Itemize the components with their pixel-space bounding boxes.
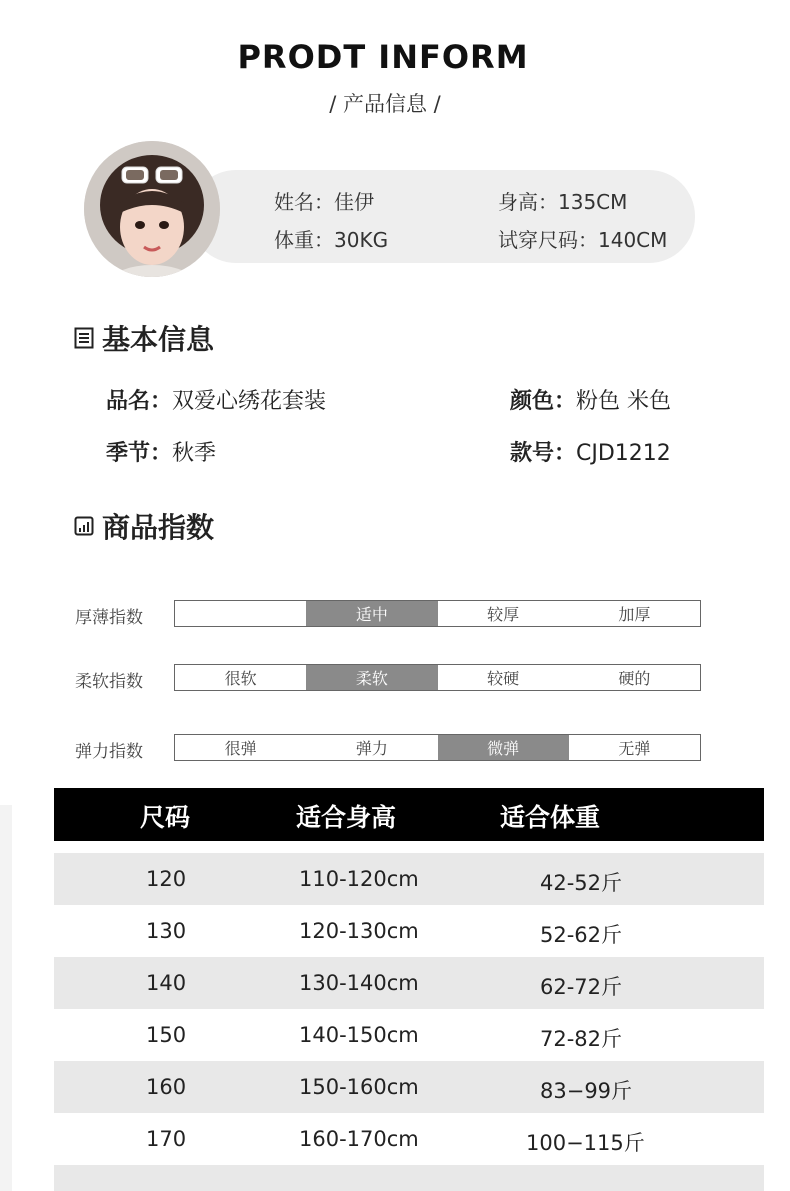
height-cell: 150-160cm: [299, 1075, 419, 1099]
weight-cell: 52-62斤: [540, 923, 623, 947]
color-label: 颜色：: [510, 389, 577, 414]
product-name-field: [106, 384, 326, 415]
style-number-field: [510, 436, 671, 467]
table-row: [54, 1009, 764, 1061]
weight-cell: 42-52斤: [540, 871, 623, 895]
product-index-title: 商品指数: [102, 511, 215, 544]
season-value: 秋季: [172, 441, 217, 466]
index-option: [175, 601, 306, 626]
size-cell: 170: [146, 1127, 187, 1151]
size-cell: 130: [146, 919, 187, 943]
index-option: 很软: [224, 669, 257, 688]
softness-index-label: 柔软指数: [75, 672, 143, 692]
side-strip: [0, 805, 12, 1191]
softness-index-bar: [174, 664, 701, 691]
size-column-header: 尺码: [140, 803, 191, 832]
size-cell: 150: [146, 1023, 187, 1047]
table-row: [54, 957, 764, 1009]
size-table-header: [54, 788, 764, 841]
index-option: 较厚: [487, 605, 520, 624]
index-option: 很弹: [224, 739, 257, 758]
model-weight: 体重：30KG: [274, 228, 389, 252]
table-row: [54, 1113, 764, 1165]
weight-column-header: 适合体重: [500, 803, 601, 832]
table-row: [54, 905, 764, 957]
style-number-value: CJD1212: [576, 441, 671, 466]
size-cell: 120: [146, 867, 187, 891]
height-cell: 140-150cm: [299, 1023, 419, 1047]
index-option: 较硬: [487, 669, 520, 688]
height-cell: 130-140cm: [299, 971, 419, 995]
season-field: [106, 436, 216, 467]
model-avatar: [84, 141, 220, 277]
weight-cell: 83−99斤: [540, 1079, 633, 1103]
weight-cell: 62-72斤: [540, 975, 623, 999]
style-number-label: 款号：: [510, 441, 577, 466]
model-name: 姓名：佳伊: [274, 190, 374, 214]
elasticity-index-label: 弹力指数: [75, 742, 143, 762]
color-value: 粉色 米色: [576, 389, 672, 414]
index-option: 无弹: [618, 739, 651, 758]
height-column-header: 适合身高: [296, 803, 397, 832]
table-row: [54, 1165, 764, 1191]
model-height: 身高：135CM: [498, 190, 628, 214]
height-cell: 120-130cm: [299, 919, 419, 943]
table-row: [54, 1061, 764, 1113]
page-subtitle: / 产品信息 /: [329, 92, 441, 116]
index-option: 加厚: [618, 605, 651, 624]
bar-chart-icon: [74, 515, 94, 537]
index-option: 弹力: [355, 739, 388, 758]
thickness-index-label: 厚薄指数: [75, 608, 143, 628]
product-name-value: 双爱心绣花套装: [172, 389, 327, 414]
product-name-label: 品名：: [106, 389, 173, 414]
elasticity-index-bar: [174, 734, 701, 761]
index-option: 硬的: [618, 669, 651, 688]
product-index-heading: [74, 506, 214, 546]
index-option-selected: 微弹: [438, 735, 569, 760]
weight-cell: 72-82斤: [540, 1027, 623, 1051]
basic-info-heading: [74, 318, 214, 358]
size-cell: 140: [146, 971, 187, 995]
page-title: PRODT INFORM: [237, 38, 529, 76]
index-option-selected: 适中: [306, 601, 437, 626]
height-cell: 110-120cm: [299, 867, 419, 891]
size-cell: 160: [146, 1075, 187, 1099]
table-row: [54, 853, 764, 905]
basic-info-title: 基本信息: [102, 323, 215, 356]
height-cell: 160-170cm: [299, 1127, 419, 1151]
weight-cell: 100−115斤: [526, 1131, 645, 1155]
document-icon: [74, 327, 94, 349]
model-try-size: 试穿尺码：140CM: [498, 228, 668, 252]
index-option-selected: 柔软: [306, 665, 437, 690]
thickness-index-bar: [174, 600, 701, 627]
color-field: [510, 384, 671, 415]
season-label: 季节：: [106, 441, 173, 466]
